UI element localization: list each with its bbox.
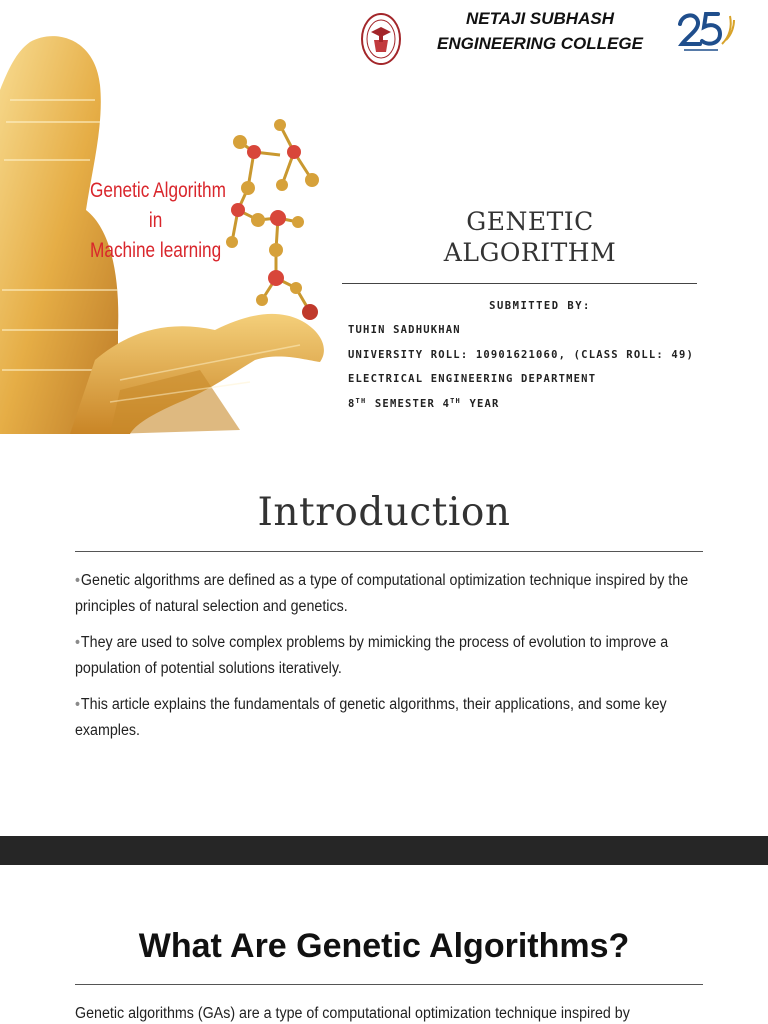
bullet-icon: • [75, 634, 81, 651]
title-line: GENETIC [466, 207, 594, 236]
hero-caption-line: in [148, 209, 163, 232]
presentation-title [380, 206, 680, 268]
hero-caption-line: Machine learning [90, 239, 222, 262]
bullet-list [75, 568, 715, 754]
college-name [420, 6, 660, 56]
hero-caption-line: Genetic Algorithm [90, 179, 226, 202]
semester-number: 8 [348, 398, 356, 410]
slide-heading: Introduction [257, 490, 511, 535]
college-seal-icon [360, 12, 402, 66]
anniversary-logo-icon [674, 10, 736, 54]
bullet-text: This article explains the fundamentals of genetic algorithms, their applications, and some key examples. [75, 696, 667, 739]
year-word: YEAR [461, 398, 500, 410]
title-line: ALGORITHM [443, 238, 617, 267]
semester-year [348, 397, 500, 410]
what-are-ga-slide [0, 865, 768, 1024]
year-suffix: TH [450, 397, 461, 405]
title-slide [0, 0, 768, 440]
college-name-line: NETAJI SUBHASH [466, 9, 614, 28]
bullet-item [75, 568, 710, 620]
heading-divider [75, 984, 703, 985]
bullet-text: They are used to solve complex problems by mimicking the process of evolution to improve a population of potential solutions iteratively. [75, 634, 669, 677]
bullet-text: Genetic algorithms are defined as a type of computational optimization technique inspired by the principles of natural selection and genetics. [75, 572, 689, 615]
bullet-icon: • [75, 572, 81, 589]
semester-suffix: TH [355, 397, 367, 405]
university-roll: UNIVERSITY ROLL: 10901621060, (CLASS ROLL: 49) [348, 349, 694, 361]
year-number: 4 [442, 398, 451, 410]
heading-divider [75, 551, 703, 552]
hero-caption [90, 176, 226, 266]
semester-word: SEMESTER [367, 398, 443, 410]
department: ELECTRICAL ENGINEERING DEPARTMENT [348, 373, 597, 385]
body-text: Genetic algorithms (GAs) are a type of computational optimization technique inspired by [75, 1005, 630, 1022]
slide-heading: What Are Genetic Algorithms? [138, 927, 630, 965]
bullet-icon: • [75, 696, 81, 713]
bullet-item [75, 692, 710, 744]
bullet-item [75, 630, 710, 682]
slide-separator [0, 836, 768, 865]
student-name: TUHIN SADHUKHAN [348, 324, 461, 336]
college-name-line: ENGINEERING COLLEGE [437, 34, 643, 53]
title-divider [342, 283, 697, 284]
submitted-by-label: SUBMITTED BY: [489, 300, 591, 312]
introduction-slide [0, 440, 768, 836]
